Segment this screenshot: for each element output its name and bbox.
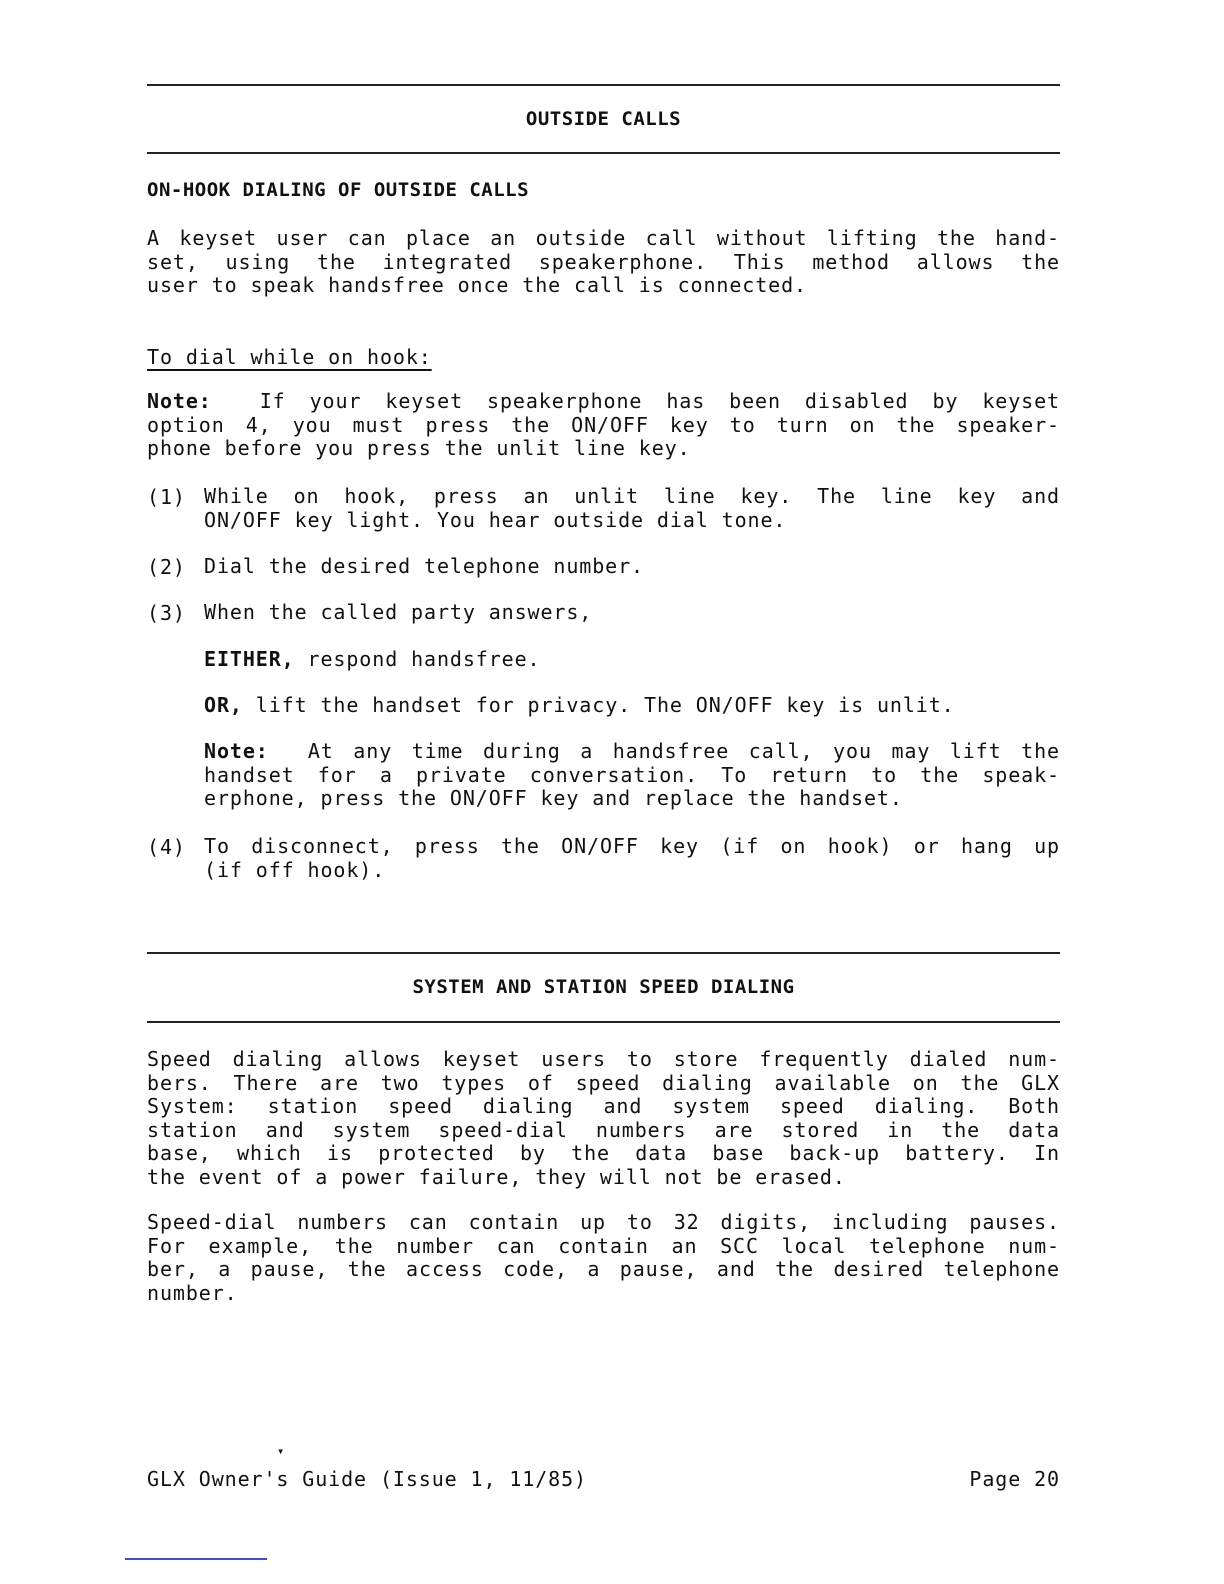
note-label: Note: [147,389,212,413]
text-line [147,390,1060,414]
text-line: ON/OFF key light. You hear outside dial tone. [204,507,787,532]
speed-dial-paragraph-1 [147,1048,1060,1189]
text-line: ber, a pause, the access code, a pause, and the desired telephone [147,1257,1060,1281]
text-line: erphone, press the ON/OFF key and replace the handset. [204,786,903,810]
text-line: set, using the integrated speakerphone. This method allows the [147,249,1060,274]
text-line [204,740,1060,764]
step-4-text [204,835,1060,882]
step-number: (4) [147,835,186,859]
or-option [204,694,1060,718]
text-line: When the called party answers, [204,600,593,624]
text-line: bers. There are two types of speed dialing available on the GLX [147,1070,1060,1095]
text-line: For example, the number can contain an SCC local telephone num- [147,1233,1060,1258]
text-line: Speed-dial numbers can contain up to 32 digits, including pauses. [147,1210,1060,1234]
subheading-on-hook-dialing: ON-HOOK DIALING OF OUTSIDE CALLS [147,179,530,201]
text-line: System: station speed dialing and system speed dialing. Both [147,1094,1060,1118]
text-line [204,648,1060,672]
speed-dial-paragraph-2 [147,1211,1060,1305]
text-line [204,694,1060,718]
section-title-rule [147,152,1060,154]
or-text: lift the handset for privacy. The ON/OFF key is unlit. [255,693,955,717]
top-rule [147,84,1060,86]
procedure-title: To dial while on hook: [147,345,432,369]
section-2-top-rule [147,952,1060,954]
either-label: EITHER, [204,647,295,671]
step-2-text [204,555,1060,579]
text-line: (if off hook). [204,857,386,882]
text-line: Dial the desired telephone number. [204,554,644,578]
step-number: (2) [147,555,186,579]
step-3-text [204,601,1060,625]
footer-guide-title: GLX Owner's Guide (Issue 1, 11/85) [147,1467,587,1491]
either-text: respond handsfree. [307,647,541,671]
either-option [204,648,1060,672]
text-line: While on hook, press an unlit line key. The line key and [204,484,1060,508]
step-number: (1) [147,485,186,509]
text-line: base, which is protected by the data base back-up battery. In [147,1141,1060,1165]
scan-edge-line [125,1558,267,1560]
intro-paragraph [147,227,1060,298]
scan-mark: ▾ [277,1444,285,1458]
text-line: A keyset user can place an outside call without lifting the hand- [147,226,1060,250]
section-title-outside-calls: OUTSIDE CALLS [525,108,682,130]
step-number: (3) [147,601,186,625]
footer-page-number: Page 20 [969,1467,1060,1491]
note-2-text: At any time during a handsfree call, you may lift the [307,739,1060,763]
text-line: number. [147,1280,238,1305]
text-line: To disconnect, press the ON/OFF key (if on hook) or hang up [204,834,1060,858]
section-title-speed-dialing: SYSTEM AND STATION SPEED DIALING [412,976,795,998]
step-1-text [204,485,1060,532]
text-line: phone before you press the unlit line key. [147,436,691,460]
text-line: Speed dialing allows keyset users to store frequently dialed num- [147,1047,1060,1071]
text-line: station and system speed-dial numbers are stored in the data [147,1117,1060,1142]
note-text: If your keyset speakerphone has been disabled by keyset [259,389,1060,413]
text-line: the event of a power failure, they will not be erased. [147,1164,846,1189]
section-2-title-rule [147,1021,1060,1023]
or-label: OR, [204,693,243,717]
text-line: user to speak handsfree once the call is connected. [147,273,807,297]
text-line: option 4, you must press the ON/OFF key to turn on the speaker- [147,412,1060,437]
note-paragraph [147,390,1060,461]
note-2-paragraph [204,740,1060,811]
text-line: handset for a private conversation. To return to the speak- [204,762,1060,787]
note-2-label: Note: [204,739,269,763]
